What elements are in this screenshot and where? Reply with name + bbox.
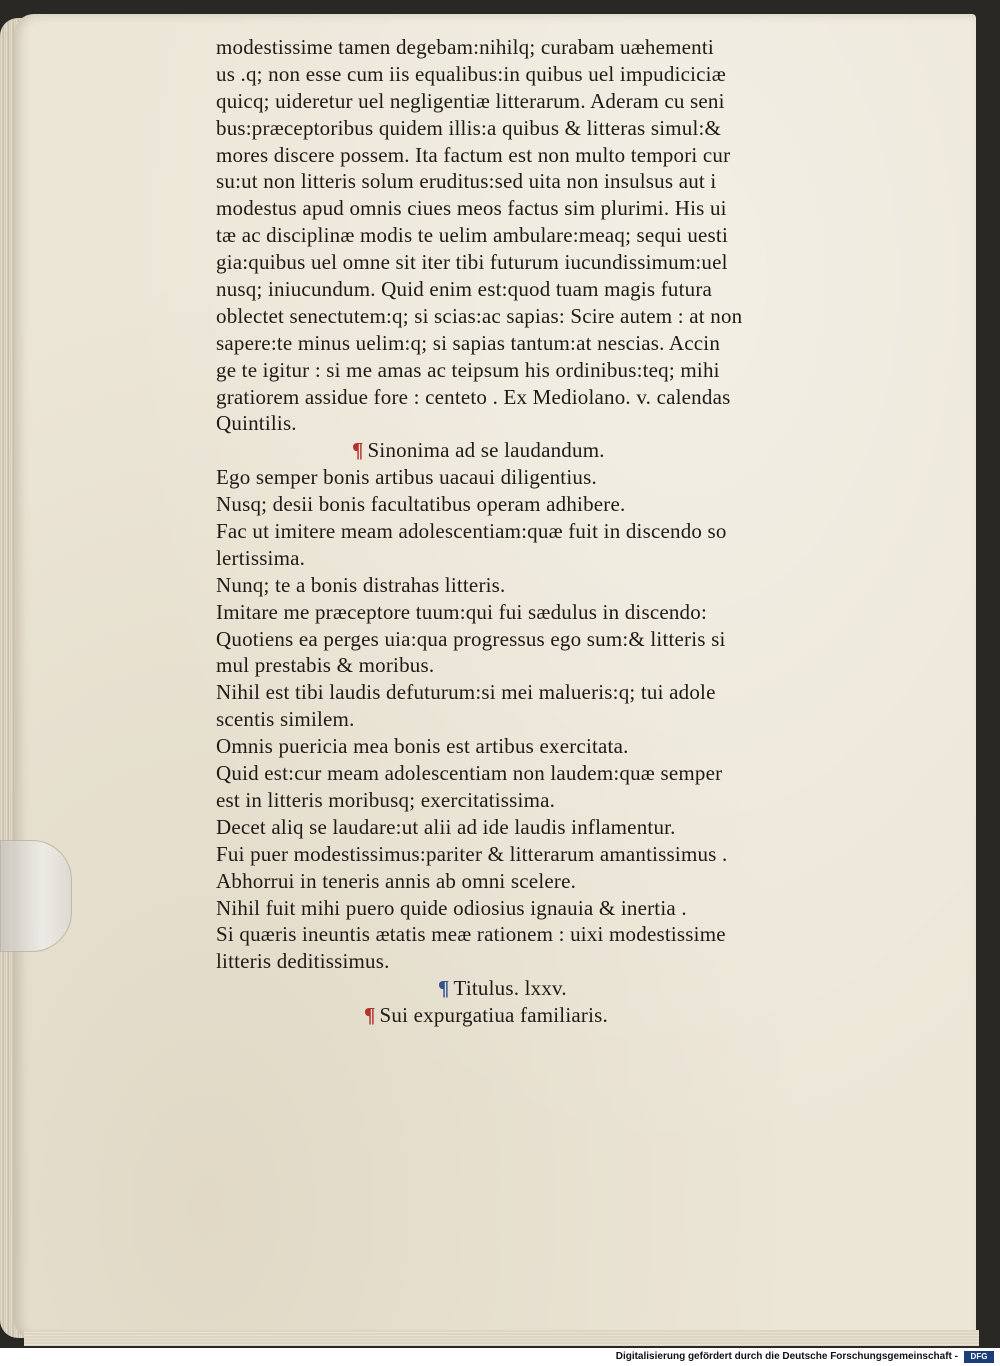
bottom-page-edges (24, 1330, 979, 1346)
subtitle-heading (216, 1002, 876, 1029)
sinonima-line: litteris deditissimus. (216, 949, 390, 974)
sinonima-line: lertissima. (216, 545, 306, 570)
sinonima-line: Quotiens ea perges uia:qua progressus ego sum:& litteris si (216, 626, 726, 651)
sinonima-line: Nusq; desii bonis facultatibus operam adhibere. (216, 492, 626, 517)
text-line: us .q; non esse cum iis equalibus:in quibus uel impudiciciæ (216, 61, 726, 86)
text-line: quicq; uideretur uel negligentiæ litterarum. Aderam cu seni (216, 88, 725, 113)
footer-text: Digitalisierung gefördert durch die Deutsche Forschungsgemeinschaft - (615, 1351, 958, 1362)
sinonima-line: Imitare me præceptore tuum:qui fui sædulus in discendo: (216, 599, 707, 624)
page-clip (0, 840, 72, 952)
text-line: sapere:te minus uelim:q; si sapias tantum:at nescias. Accin (216, 330, 721, 355)
sinonima-line: Ego semper bonis artibus uacaui diligentius. (216, 465, 597, 490)
pilcrow-mark: ¶ (438, 976, 450, 1001)
text-line: Quintilis. (216, 411, 297, 436)
text-line: modestus apud omnis ciues meos factus sim plurimi. His ui (216, 196, 727, 221)
sinonima-line: mul prestabis & moribus. (216, 653, 435, 678)
sinonima-line: Nihil est tibi laudis defuturum:si mei malueris:q; tui adole (216, 680, 716, 705)
text-line: bus:præceptoribus quidem illis:a quibus & litteras simul:& (216, 115, 722, 140)
sinonima-line: Fui puer modestissimus:pariter & litterarum amantissimus . (216, 841, 728, 866)
dfg-logo: DFG (964, 1351, 994, 1363)
text-line: nusq; iniucundum. Quid enim est:quod tuam magis futura (216, 277, 713, 302)
sinonima-line: Decet aliq se laudare:ut alii ad ide laudis inflamentur. (216, 814, 676, 839)
text-block (216, 34, 876, 1029)
sinonima-line: Quid est:cur meam adolescentiam non laudem:quæ semper (216, 761, 723, 786)
heading-text: Sinonima ad se laudandum. (367, 438, 605, 463)
sinonima-line: scentis similem. (216, 707, 355, 732)
text-line: modestissime tamen degebam:nihilq; curabam uæhementi (216, 35, 714, 59)
heading-text: Sui expurgatiua familiaris. (379, 1003, 608, 1028)
sinonima-line: Abhorrui in teneris annis ab omni scelere. (216, 868, 577, 893)
sinonima-line: Si quæris ineuntis ætatis meæ rationem : uixi modestissime (216, 922, 726, 947)
text-line: su:ut non litteris solum eruditus:sed uita non insulsus aut i (216, 169, 717, 194)
text-line: tæ ac disciplinæ modis te uelim ambulare:meaq; sequi uesti (216, 223, 729, 248)
titulus-heading (216, 975, 876, 1002)
digitization-footer (0, 1348, 1000, 1366)
sinonima-line: Nihil fuit mihi puero quide odiosius ignauia & inertia . (216, 895, 687, 920)
text-line: oblectet senectutem:q; si scias:ac sapias: Scire autem : at non (216, 303, 743, 328)
heading-text: Titulus. lxxv. (453, 976, 567, 1001)
sinonima-line: est in litteris moribusq; exercitatissima. (216, 787, 556, 812)
text-line: mores discere possem. Ita factum est non multo tempori cur (216, 142, 731, 167)
sinonima-line: Fac ut imitere meam adolescentiam:quæ fuit in discendo so (216, 519, 727, 544)
text-line: gia:quibus uel omne sit iter tibi futurum iucundissimum:uel (216, 250, 728, 275)
section-heading (216, 437, 876, 464)
text-line: gratiorem assidue fore : centeto . Ex Mediolano. v. calendas (216, 384, 731, 409)
text-line: ge te igitur : si me amas ac teipsum his ordinibus:teq; mihi (216, 357, 720, 382)
pilcrow-mark: ¶ (364, 1003, 376, 1028)
pilcrow-mark: ¶ (352, 438, 364, 463)
sinonima-line: Omnis puericia mea bonis est artibus exercitata. (216, 734, 629, 759)
sinonima-line: Nunq; te a bonis distrahas litteris. (216, 572, 506, 597)
